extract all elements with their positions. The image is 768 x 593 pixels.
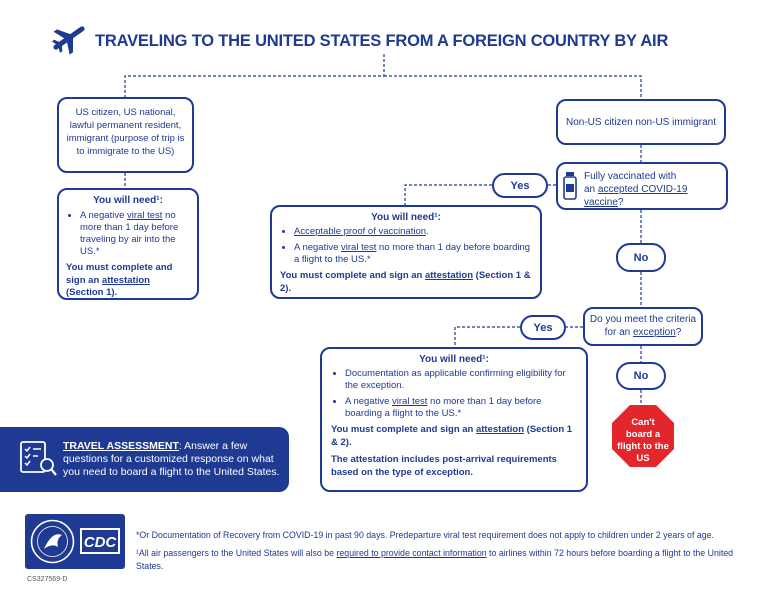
attestation-link[interactable]: attestation [475,424,525,435]
viral-test-link[interactable]: viral test [341,242,377,253]
viral-test-link[interactable]: viral test [127,210,163,221]
viral-test-link[interactable]: viral test [392,396,428,407]
us-citizen-requirements [57,188,199,300]
travel-assessment-text: TRAVEL ASSESSMENT: Answer a few questions for a customized response on what you need to board a flight to the United States. [63,440,280,478]
contact-info-link[interactable]: required to provide contact information [336,548,487,558]
exception-question-line1: Do you meet the criteria [589,314,697,325]
vaccinated-requirements [270,205,542,299]
requirement-item: • A negative viral test no more than 1 day before boarding a flight to the US.* [345,396,577,420]
travel-assessment-banner[interactable] [0,427,289,492]
non-us-box [556,99,726,145]
requirement-item: • A negative viral test no more than 1 day before traveling by air into the US.* [80,210,190,258]
yes-exception-pill: Yes [520,315,566,340]
requirements-heading: You will need¹: [371,212,441,223]
vaccinated-question-box [556,162,728,210]
stop-sign-icon [611,404,675,468]
yes-vaccinated-pill: Yes [492,173,548,198]
attestation-link[interactable]: attestation [101,274,150,286]
us-citizen-text: US citizen, US national, lawful permanent resident, immigrant (purpose of trip is to immigrate to the US) [66,107,185,157]
footnote-contact-info: ¹All air passengers to the United States will also be required to provide contact information to airlines within 72 hours before boarding a flight to the United States. [136,548,734,571]
attestation-note: You must complete and sign an attestation (Section 1 & 2). [331,424,573,448]
cdc-logo [25,514,125,569]
attestation-link[interactable]: attestation [424,270,474,281]
no-exception-pill: No [616,362,666,390]
non-us-text: Non-US citizen non-US immigrant [565,116,717,128]
proof-of-vaccination-link[interactable]: Acceptable proof of vaccination [294,226,427,237]
page-title: TRAVELING TO THE UNITED STATES FROM A FOREIGN COUNTRY BY AIR [95,32,669,50]
travel-assessment-link[interactable]: TRAVEL ASSESSMENT [63,440,179,452]
checklist-search-icon [20,441,58,477]
stop-sign-text: Can't board a flight to the US [617,417,669,464]
requirement-item: • A negative viral test no more than 1 day before boarding a flight to the US.* [294,242,532,266]
hhs-seal-icon [30,519,75,564]
document-id: CS327569-D [27,576,68,583]
attestation-note: You must complete and sign an attestation (Section 1). [66,262,173,298]
us-citizen-box [57,97,194,173]
post-arrival-note: The attestation includes post-arrival requirements based on the type of exception. [331,454,557,478]
accepted-vaccine-link[interactable]: accepted COVID-19 vaccine [584,184,688,208]
requirement-item: • Documentation as applicable confirming eligibility for the exception. [345,368,577,392]
exception-question-box [583,307,703,346]
no-vaccinated-pill: No [616,243,666,272]
vaccine-vial-icon [563,172,577,200]
plane-icon [50,20,88,56]
vaccinated-question-line1: Fully vaccinated with [584,171,677,182]
exception-requirements [320,347,588,492]
vaccinated-question-line2: an accepted COVID-19 vaccine? [584,184,688,208]
exception-link[interactable]: exception [632,327,676,338]
requirement-item: • Acceptable proof of vaccination. [294,226,532,238]
attestation-note: You must complete and sign an attestation (Section 1 & 2). [280,270,531,294]
requirements-heading: You will need¹: [419,354,489,365]
footnote-recovery: *Or Documentation of Recovery from COVID-19 in past 90 days. Predeparture viral test requirement does not apply to children under 2 years of age. [136,530,714,540]
requirements-heading: You will need¹: [93,195,163,206]
exception-question-line2: for an exception? [604,327,682,338]
cdc-logo-text: CDC [80,528,120,554]
